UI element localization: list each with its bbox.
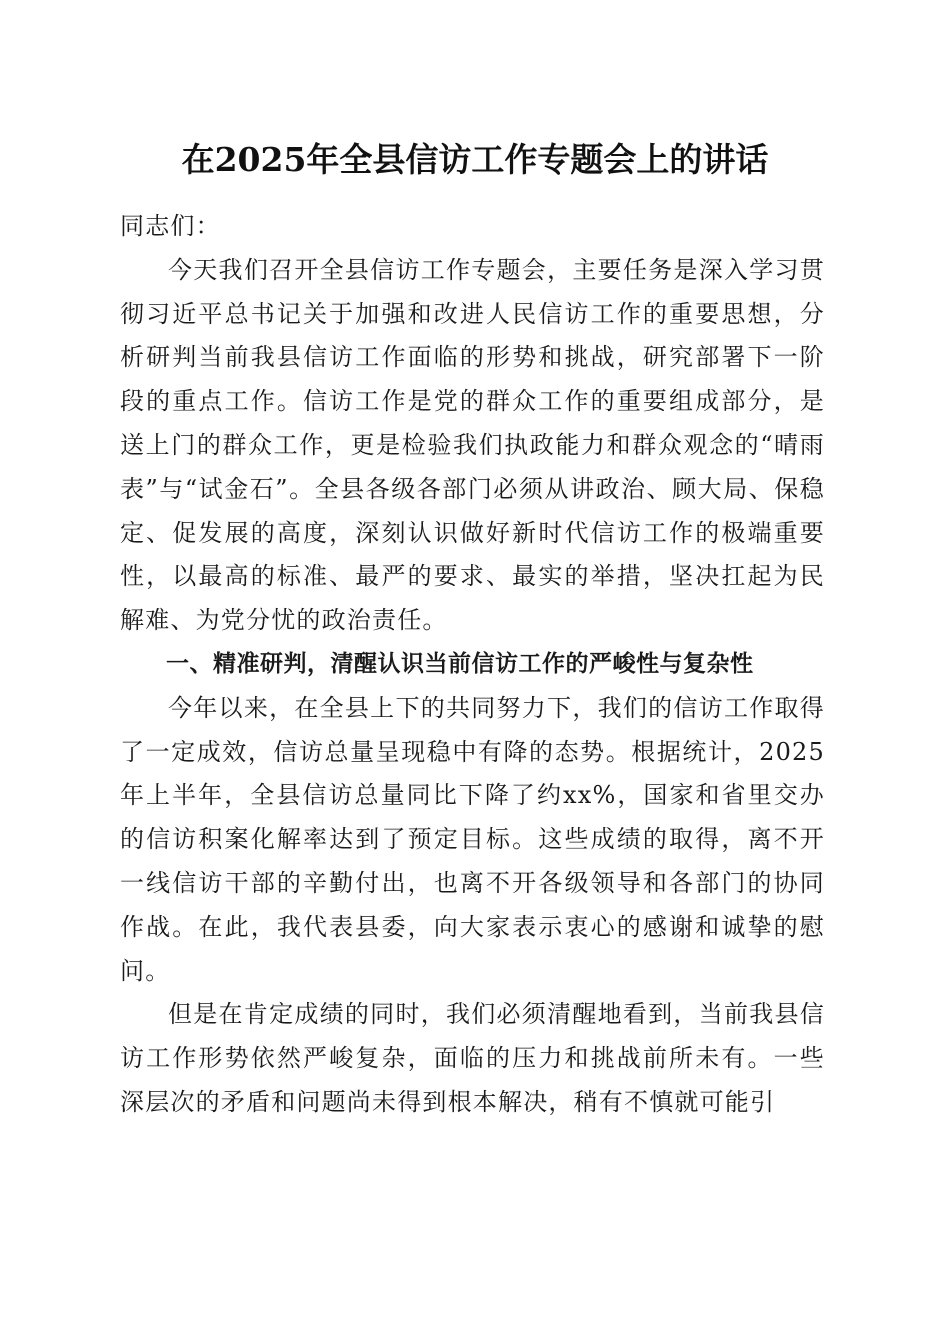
section-heading-1: 一、精准研判，清醒认识当前信访工作的严峻性与复杂性	[166, 650, 754, 677]
salutation: 同志们：	[120, 212, 221, 240]
document-body	[120, 205, 825, 1125]
section1-paragraph-2: 但是在肯定成绩的同时，我们必须清醒地看到，当前我县信访工作形势依然严峻复杂，面临的压力和挑战前所未有。一些深层次的矛盾和问题尚未得到根本解决，稍有不慎就可能引	[120, 1000, 825, 1116]
section1-paragraph-1: 今年以来，在全县上下的共同努力下，我们的信访工作取得了一定成效，信访总量呈现稳中有降的态势。根据统计，2025年上半年，全县信访总量同比下降了约xx%，国家和省里交办的信访积案化解率达到了预定目标。这些成绩的取得，离不开一线信访干部的辛勤付出，也离不开各级领导和各部门的协同作战。在此，我代表县委，向大家表示衷心的感谢和诚挚的慰问。	[120, 693, 825, 985]
intro-paragraph: 今天我们召开全县信访工作专题会，主要任务是深入学习贯彻习近平总书记关于加强和改进人民信访工作的重要思想，分析研判当前我县信访工作面临的形势和挑战，研究部署下一阶段的重点工作。信访工作是党的群众工作的重要组成部分，是送上门的群众工作，更是检验我们执政能力和群众观念的“晴雨表”与“试金石”。全县各级各部门必须从讲政治、顾大局、保稳定、促发展的高度，深刻认识做好新时代信访工作的极端重要性，以最高的标准、最严的要求、最实的举措，坚决扛起为民解难、为党分忧的政治责任。	[120, 255, 825, 635]
document-title: 在2025年全县信访工作专题会上的讲话	[181, 140, 769, 179]
